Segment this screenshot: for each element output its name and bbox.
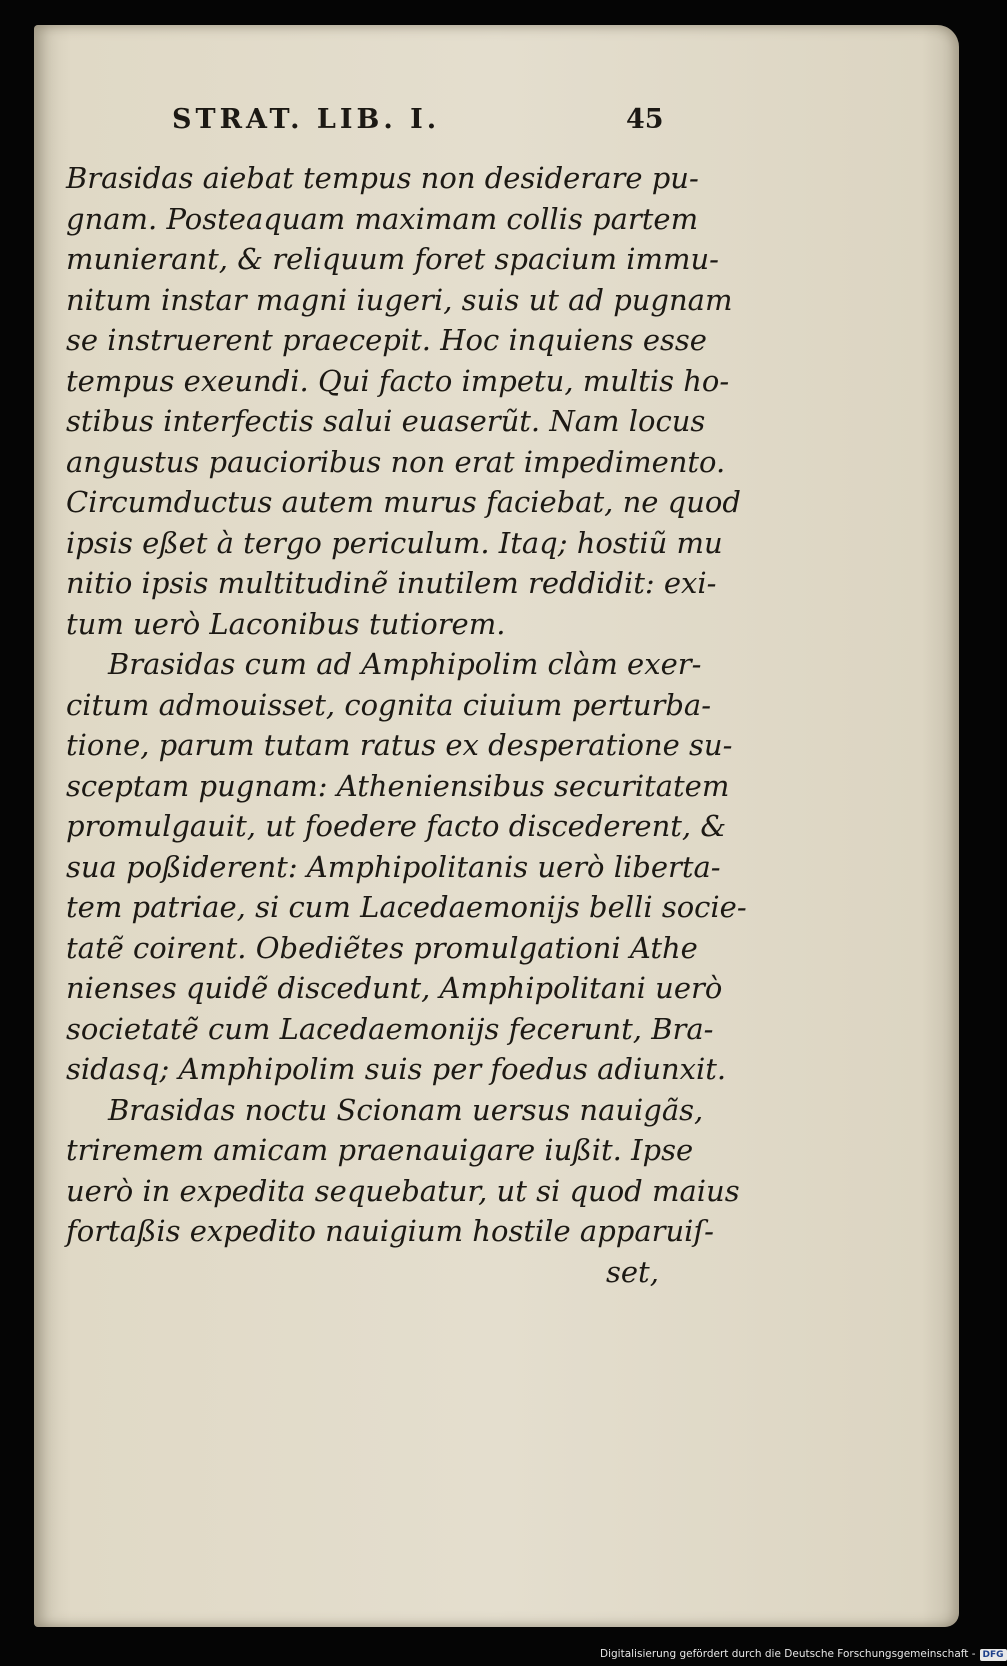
text-line: nienses quidẽ discedunt, Amphipolitani uerò: [66, 971, 723, 1005]
text-line: fortaßis expedito nauigium hostile apparuiſ-: [66, 1214, 714, 1248]
text-line: sidasq; Amphipolim suis per foedus adiunxit.: [66, 1052, 727, 1086]
text-line: munierant, & reliquum foret spacium immu-: [66, 242, 719, 276]
text-line: Brasidas aiebat tempus non desiderare pu-: [66, 161, 699, 195]
text-line: uerò in expedita sequebatur, ut si quod maius: [66, 1173, 740, 1208]
running-title: STRAT. LIB. I.: [172, 104, 441, 135]
text-line: citum admouisset, cognita ciuium perturba-: [66, 687, 712, 722]
credit-text: Digitalisierung gefördert durch die Deutsche Forschungsgemeinschaft -: [600, 1648, 976, 1660]
body-text: [66, 158, 747, 1292]
text-line: gnam. Posteaquam maximam collis partem: [66, 201, 699, 236]
text-line: se instruerent praecepit. Hoc inquiens esse: [66, 323, 707, 357]
paragraph-start-line: Brasidas cum ad Amphipolim clàm exer-: [108, 647, 702, 681]
text-line: sua poßiderent: Amphipolitanis uerò liberta-: [66, 849, 721, 884]
text-line: angustus paucioribus non erat impedimento.: [66, 444, 726, 479]
text-line: sceptam pugnam: Atheniensibus securitatem: [66, 768, 730, 803]
text-line: nitum instar magni iugeri, suis ut ad pugnam: [66, 282, 733, 317]
text-line: tum uerò Laconibus tutiorem.: [66, 606, 506, 641]
running-header: [172, 104, 672, 135]
text-line: tatẽ coirent. Obediẽtes promulgationi Athe: [66, 930, 698, 965]
text-line: promulgauit, ut foedere facto discederent, &: [66, 809, 727, 843]
text-line: nitio ipsis multitudinẽ inutilem reddidit: exi-: [66, 566, 717, 600]
digitization-credit: [600, 1648, 1004, 1664]
catchword: set,: [606, 1254, 659, 1289]
text-line: ipsis eßet à tergo periculum. Itaq; hostiũ mu: [66, 525, 723, 560]
page-number: 45: [626, 104, 664, 135]
text-line: tempus exeundi. Qui facto impetu, multis ho-: [66, 363, 730, 398]
text-line: triremem amicam praenauigare iußit. Ipse: [66, 1133, 694, 1167]
text-line: tione, parum tutam ratus ex desperatione su-: [66, 728, 733, 762]
text-line: tem patriae, si cum Lacedaemonijs belli socie-: [66, 890, 747, 924]
dfg-logo-icon: DFG: [980, 1649, 1007, 1661]
paragraph-start-line: Brasidas noctu Scionam uersus nauigãs,: [108, 1092, 704, 1127]
text-line: stibus interfectis salui euaserũt. Nam locus: [66, 404, 706, 438]
text-line: societatẽ cum Lacedaemonijs fecerunt, Bra-: [66, 1011, 714, 1046]
text-line: Circumductus autem murus faciebat, ne quod: [66, 485, 741, 519]
